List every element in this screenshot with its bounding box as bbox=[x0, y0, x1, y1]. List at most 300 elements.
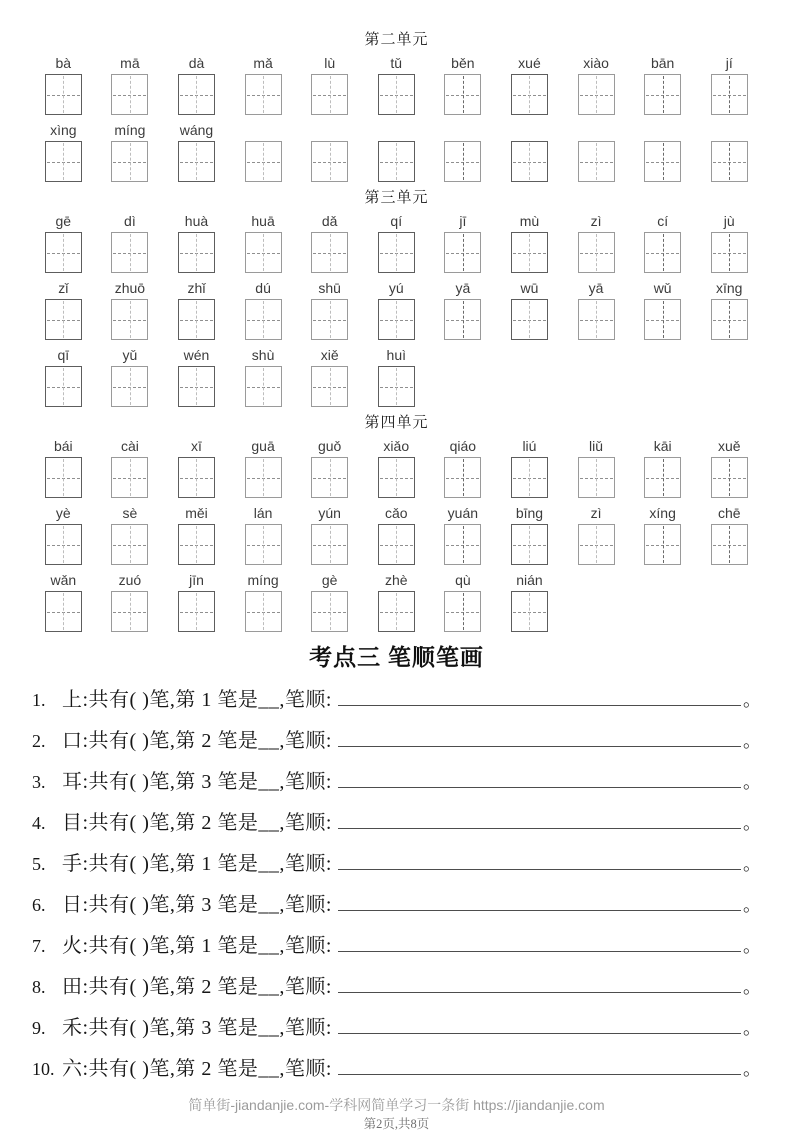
section-heading: 考点三 笔顺笔画 bbox=[309, 645, 484, 670]
question-period: 。 bbox=[743, 772, 761, 792]
writing-grid-box bbox=[511, 141, 548, 182]
grid-cell bbox=[30, 279, 97, 340]
question-text: 耳:共有( )笔,第 3 笔是__,笔顺: bbox=[62, 771, 332, 793]
pinyin-label: wǔ bbox=[653, 280, 672, 296]
stroke-question bbox=[32, 973, 761, 1000]
writing-grid-box bbox=[378, 74, 415, 115]
pinyin-label: sè bbox=[122, 505, 138, 521]
grid-cell bbox=[296, 121, 363, 182]
pinyin-label: mǎ bbox=[253, 55, 273, 71]
writing-grid-box bbox=[711, 524, 748, 565]
grid-cell bbox=[629, 212, 696, 273]
grid-cell bbox=[430, 54, 497, 115]
grid-row bbox=[30, 504, 763, 565]
grid-cell bbox=[97, 279, 164, 340]
grid-cell bbox=[296, 571, 363, 632]
grid-cell bbox=[30, 437, 97, 498]
grid-cell bbox=[496, 437, 563, 498]
question-number: 3. bbox=[32, 772, 46, 792]
question-period: 。 bbox=[743, 813, 761, 833]
pinyin-label: mā bbox=[120, 55, 140, 71]
answer-blank-line bbox=[338, 686, 741, 706]
grid-cell bbox=[163, 212, 230, 273]
writing-grid-box bbox=[111, 232, 148, 273]
pinyin-label: bà bbox=[55, 55, 72, 71]
question-text: 火:共有( )笔,第 1 笔是__,笔顺: bbox=[62, 935, 332, 957]
pinyin-label: dà bbox=[188, 55, 205, 71]
writing-grid-box bbox=[178, 524, 215, 565]
writing-grid-box bbox=[311, 524, 348, 565]
question-text: 口:共有( )笔,第 2 笔是__,笔顺: bbox=[62, 730, 332, 752]
writing-grid-box bbox=[711, 299, 748, 340]
question-text: 六:共有( )笔,第 2 笔是__,笔顺: bbox=[62, 1058, 332, 1080]
writing-grid-box bbox=[245, 366, 282, 407]
writing-grid-box bbox=[644, 457, 681, 498]
writing-grid-box bbox=[644, 524, 681, 565]
pinyin-label: měi bbox=[185, 505, 208, 521]
grid-cell bbox=[296, 504, 363, 565]
grid-cell bbox=[230, 504, 297, 565]
pinyin-label: dǎ bbox=[321, 213, 338, 229]
writing-grid-box bbox=[711, 232, 748, 273]
writing-grid-box bbox=[311, 457, 348, 498]
writing-grid-box bbox=[444, 74, 481, 115]
grid-cell bbox=[363, 437, 430, 498]
grid-cell bbox=[696, 121, 763, 182]
question-number: 1. bbox=[32, 690, 46, 710]
question-number: 10. bbox=[32, 1059, 55, 1079]
writing-grid-box bbox=[378, 141, 415, 182]
question-number: 2. bbox=[32, 731, 46, 751]
pinyin-label: zhè bbox=[384, 572, 408, 588]
grid-cell bbox=[496, 571, 563, 632]
unit-rows bbox=[30, 54, 763, 182]
grid-cell bbox=[230, 346, 297, 407]
unit-rows bbox=[30, 437, 763, 632]
unit-rows bbox=[30, 212, 763, 407]
pinyin-label: xíng bbox=[649, 505, 676, 521]
pinyin-label: nián bbox=[516, 572, 543, 588]
writing-grid-box bbox=[111, 457, 148, 498]
writing-grid-box bbox=[245, 524, 282, 565]
writing-grid-box bbox=[578, 524, 615, 565]
writing-grid-box bbox=[511, 299, 548, 340]
stroke-question bbox=[32, 686, 761, 713]
writing-grid-box bbox=[578, 457, 615, 498]
pinyin-label: chē bbox=[717, 505, 741, 521]
pinyin-label: yè bbox=[55, 505, 71, 521]
page-footer bbox=[30, 1096, 763, 1143]
pinyin-label: yǔ bbox=[122, 347, 138, 363]
pinyin-label: xìng bbox=[50, 122, 77, 138]
pinyin-label: kāi bbox=[653, 438, 672, 454]
grid-cell bbox=[163, 571, 230, 632]
grid-cell bbox=[563, 54, 630, 115]
grid-cell bbox=[97, 121, 164, 182]
answer-blank-line bbox=[338, 1014, 741, 1034]
question-text: 田:共有( )笔,第 2 笔是__,笔顺: bbox=[62, 976, 332, 998]
pinyin-label: guā bbox=[251, 438, 275, 454]
grid-cell bbox=[629, 279, 696, 340]
unit-section bbox=[30, 30, 763, 182]
grid-row bbox=[30, 571, 763, 632]
grid-cell bbox=[696, 212, 763, 273]
grid-cell bbox=[629, 437, 696, 498]
pinyin-label: lù bbox=[324, 55, 336, 71]
writing-grid-box bbox=[378, 457, 415, 498]
writing-grid-box bbox=[578, 299, 615, 340]
pinyin-label: huì bbox=[386, 347, 406, 363]
pinyin-label: wáng bbox=[179, 122, 214, 138]
pinyin-label: bái bbox=[53, 438, 73, 454]
writing-grid-box bbox=[311, 232, 348, 273]
unit-section bbox=[30, 413, 763, 632]
pinyin-label: xī bbox=[191, 438, 202, 454]
stroke-question bbox=[32, 768, 761, 795]
pinyin-label: dì bbox=[124, 213, 136, 229]
writing-grid-box bbox=[578, 232, 615, 273]
grid-row bbox=[30, 212, 763, 273]
writing-grid-box bbox=[444, 457, 481, 498]
question-number: 6. bbox=[32, 895, 46, 915]
pinyin-label: gè bbox=[321, 572, 338, 588]
grid-cell bbox=[163, 346, 230, 407]
pinyin-label: xiǎo bbox=[383, 438, 410, 454]
writing-grid-box bbox=[644, 74, 681, 115]
question-period: 。 bbox=[743, 731, 761, 751]
pinyin-label: yā bbox=[588, 280, 604, 296]
writing-grid-box bbox=[45, 366, 82, 407]
writing-grid-box bbox=[511, 74, 548, 115]
stroke-question bbox=[32, 809, 761, 836]
answer-blank-line bbox=[338, 932, 741, 952]
grid-cell bbox=[230, 54, 297, 115]
grid-cell bbox=[496, 504, 563, 565]
grid-cell bbox=[696, 437, 763, 498]
grid-cell bbox=[363, 212, 430, 273]
writing-grid-box bbox=[45, 232, 82, 273]
writing-grid-box bbox=[444, 299, 481, 340]
question-number: 8. bbox=[32, 977, 46, 997]
pinyin-label: míng bbox=[247, 572, 279, 588]
pinyin-label: huà bbox=[184, 213, 209, 229]
stroke-question bbox=[32, 932, 761, 959]
pinyin-label: wū bbox=[520, 280, 539, 296]
writing-grid-box bbox=[311, 74, 348, 115]
pinyin-label: qù bbox=[455, 572, 471, 588]
grid-row bbox=[30, 279, 763, 340]
grid-cell bbox=[296, 437, 363, 498]
writing-grid-box bbox=[178, 591, 215, 632]
grid-cell bbox=[30, 121, 97, 182]
grid-cell bbox=[97, 571, 164, 632]
grid-cell bbox=[163, 279, 230, 340]
question-number: 7. bbox=[32, 936, 46, 956]
pinyin-label: yā bbox=[455, 280, 471, 296]
grid-cell bbox=[430, 212, 497, 273]
pinyin-label: guǒ bbox=[317, 438, 342, 454]
unit-title: 第三单元 bbox=[364, 189, 429, 206]
stroke-question bbox=[32, 891, 761, 918]
pinyin-label: dú bbox=[255, 280, 271, 296]
grid-row bbox=[30, 346, 763, 407]
writing-grid-box bbox=[444, 524, 481, 565]
pinyin-label: qí bbox=[390, 213, 403, 229]
pinyin-label: lán bbox=[253, 505, 273, 521]
grid-cell bbox=[363, 279, 430, 340]
grid-cell bbox=[97, 212, 164, 273]
stroke-question bbox=[32, 850, 761, 877]
pinyin-label: zhuō bbox=[114, 280, 146, 296]
writing-grid-box bbox=[444, 141, 481, 182]
pinyin-label: zǐ bbox=[58, 280, 69, 296]
pinyin-label: xīng bbox=[716, 280, 743, 296]
grid-cell bbox=[430, 437, 497, 498]
pinyin-label: zì bbox=[590, 213, 602, 229]
grid-cell bbox=[97, 437, 164, 498]
writing-grid-box bbox=[511, 591, 548, 632]
writing-grid-box bbox=[245, 232, 282, 273]
grid-cell bbox=[363, 346, 430, 407]
grid-cell bbox=[163, 121, 230, 182]
pinyin-label: cǎo bbox=[384, 505, 408, 521]
grid-cell bbox=[163, 54, 230, 115]
question-text: 手:共有( )笔,第 1 笔是__,笔顺: bbox=[62, 853, 332, 875]
writing-grid-box bbox=[45, 299, 82, 340]
writing-grid-box bbox=[578, 141, 615, 182]
pinyin-label: yuán bbox=[447, 505, 479, 521]
writing-grid-box bbox=[378, 299, 415, 340]
writing-grid-box bbox=[45, 457, 82, 498]
grid-cell bbox=[696, 54, 763, 115]
grid-cell bbox=[496, 279, 563, 340]
grid-cell bbox=[430, 121, 497, 182]
question-period: 。 bbox=[743, 936, 761, 956]
writing-grid-box bbox=[644, 232, 681, 273]
writing-grid-box bbox=[644, 141, 681, 182]
writing-grid-box bbox=[378, 366, 415, 407]
unit-title: 第二单元 bbox=[364, 31, 429, 48]
grid-cell bbox=[363, 504, 430, 565]
writing-grid-box bbox=[111, 141, 148, 182]
grid-cell bbox=[97, 54, 164, 115]
pinyin-label: jī bbox=[459, 213, 467, 229]
pinyin-label: bān bbox=[650, 55, 675, 71]
answer-blank-line bbox=[338, 809, 741, 829]
question-list bbox=[30, 686, 763, 1096]
pinyin-label: běn bbox=[451, 55, 475, 71]
grid-cell bbox=[230, 212, 297, 273]
writing-grid-box bbox=[111, 524, 148, 565]
writing-grid-box bbox=[245, 74, 282, 115]
pinyin-label: zhǐ bbox=[187, 280, 206, 296]
grid-cell bbox=[296, 279, 363, 340]
grid-row bbox=[30, 121, 763, 182]
writing-grid-box bbox=[311, 591, 348, 632]
pinyin-label: liǔ bbox=[589, 438, 604, 454]
pinyin-label: jí bbox=[725, 55, 733, 71]
grid-cell bbox=[230, 279, 297, 340]
question-period: 。 bbox=[743, 1018, 761, 1038]
grid-cell bbox=[97, 504, 164, 565]
grid-cell bbox=[430, 504, 497, 565]
pinyin-label: yún bbox=[318, 505, 341, 521]
grid-cell bbox=[30, 54, 97, 115]
writing-grid-box bbox=[245, 457, 282, 498]
writing-grid-box bbox=[245, 141, 282, 182]
grid-cell bbox=[363, 121, 430, 182]
grid-row bbox=[30, 437, 763, 498]
grid-cell bbox=[563, 437, 630, 498]
writing-grid-box bbox=[311, 141, 348, 182]
writing-grid-box bbox=[378, 591, 415, 632]
writing-grid-box bbox=[578, 74, 615, 115]
writing-grid-box bbox=[178, 457, 215, 498]
answer-blank-line bbox=[338, 850, 741, 870]
writing-grid-box bbox=[45, 524, 82, 565]
answer-blank-line bbox=[338, 1055, 741, 1075]
grid-cell bbox=[30, 504, 97, 565]
stroke-question bbox=[32, 1055, 761, 1082]
writing-grid-box bbox=[111, 74, 148, 115]
grid-cell bbox=[629, 121, 696, 182]
pinyin-label: jù bbox=[723, 213, 735, 229]
grid-cell bbox=[296, 54, 363, 115]
grid-cell bbox=[696, 504, 763, 565]
grid-cell bbox=[163, 437, 230, 498]
writing-grid-box bbox=[711, 74, 748, 115]
question-period: 。 bbox=[743, 977, 761, 997]
answer-blank-line bbox=[338, 891, 741, 911]
writing-grid-box bbox=[178, 141, 215, 182]
answer-blank-line bbox=[338, 727, 741, 747]
writing-grid-box bbox=[111, 591, 148, 632]
pinyin-label: shū bbox=[318, 280, 341, 296]
grid-cell bbox=[696, 279, 763, 340]
pinyin-label: qī bbox=[57, 347, 70, 363]
unit-section bbox=[30, 188, 763, 407]
pinyin-label: tǔ bbox=[390, 55, 403, 71]
pinyin-label: jīn bbox=[189, 572, 204, 588]
pinyin-label: cài bbox=[120, 438, 139, 454]
grid-cell bbox=[363, 54, 430, 115]
writing-grid-box bbox=[511, 232, 548, 273]
writing-grid-box bbox=[311, 299, 348, 340]
pinyin-label: xué bbox=[518, 55, 541, 71]
grid-cell bbox=[496, 54, 563, 115]
question-text: 日:共有( )笔,第 3 笔是__,笔顺: bbox=[62, 894, 332, 916]
grid-cell bbox=[163, 504, 230, 565]
pinyin-label: xiào bbox=[583, 55, 609, 71]
pinyin-label: xuě bbox=[717, 438, 741, 454]
writing-grid-box bbox=[444, 232, 481, 273]
question-period: 。 bbox=[743, 1059, 761, 1079]
pinyin-units bbox=[30, 30, 763, 638]
grid-cell bbox=[496, 121, 563, 182]
unit-title: 第四单元 bbox=[364, 414, 429, 431]
grid-cell bbox=[629, 54, 696, 115]
writing-grid-box bbox=[311, 366, 348, 407]
writing-grid-box bbox=[378, 232, 415, 273]
writing-grid-box bbox=[511, 524, 548, 565]
pinyin-label: cí bbox=[657, 213, 669, 229]
grid-cell bbox=[230, 437, 297, 498]
grid-cell bbox=[430, 571, 497, 632]
stroke-question bbox=[32, 727, 761, 754]
stroke-question bbox=[32, 1014, 761, 1041]
grid-cell bbox=[629, 504, 696, 565]
pinyin-label: huā bbox=[251, 213, 275, 229]
grid-cell bbox=[97, 346, 164, 407]
writing-grid-box bbox=[245, 591, 282, 632]
footer-page-number: 第2页,共8页 bbox=[363, 1117, 430, 1131]
writing-grid-box bbox=[45, 591, 82, 632]
writing-grid-box bbox=[178, 232, 215, 273]
question-period: 。 bbox=[743, 854, 761, 874]
question-text: 上:共有( )笔,第 1 笔是__,笔顺: bbox=[62, 689, 332, 711]
pinyin-label: míng bbox=[114, 122, 146, 138]
writing-grid-box bbox=[444, 591, 481, 632]
pinyin-label: zì bbox=[590, 505, 602, 521]
pinyin-label: zuó bbox=[118, 572, 142, 588]
writing-grid-box bbox=[178, 299, 215, 340]
answer-blank-line bbox=[338, 768, 741, 788]
grid-cell bbox=[30, 212, 97, 273]
question-text: 目:共有( )笔,第 2 笔是__,笔顺: bbox=[62, 812, 332, 834]
grid-cell bbox=[230, 571, 297, 632]
footer-site-text: 简单街-jiandanjie.com-学科网简单学习一条街 https://jiandanjie.com bbox=[188, 1097, 605, 1113]
writing-grid-box bbox=[378, 524, 415, 565]
writing-grid-box bbox=[45, 74, 82, 115]
question-period: 。 bbox=[743, 895, 761, 915]
grid-cell bbox=[363, 571, 430, 632]
grid-cell bbox=[430, 279, 497, 340]
grid-cell bbox=[563, 279, 630, 340]
pinyin-label: xiě bbox=[320, 347, 339, 363]
grid-cell bbox=[30, 571, 97, 632]
writing-grid-box bbox=[711, 141, 748, 182]
grid-cell bbox=[30, 346, 97, 407]
pinyin-label: qiáo bbox=[449, 438, 477, 454]
writing-grid-box bbox=[178, 366, 215, 407]
question-number: 5. bbox=[32, 854, 46, 874]
question-number: 9. bbox=[32, 1018, 46, 1038]
grid-cell bbox=[296, 346, 363, 407]
grid-cell bbox=[563, 212, 630, 273]
question-period: 。 bbox=[743, 690, 761, 710]
grid-cell bbox=[496, 212, 563, 273]
question-text: 禾:共有( )笔,第 3 笔是__,笔顺: bbox=[62, 1017, 332, 1039]
writing-grid-box bbox=[178, 74, 215, 115]
answer-blank-line bbox=[338, 973, 741, 993]
pinyin-label: liú bbox=[522, 438, 537, 454]
pinyin-label: shù bbox=[251, 347, 275, 363]
pinyin-label: yú bbox=[388, 280, 404, 296]
writing-grid-box bbox=[711, 457, 748, 498]
writing-grid-box bbox=[245, 299, 282, 340]
writing-grid-box bbox=[511, 457, 548, 498]
grid-cell bbox=[296, 212, 363, 273]
grid-row bbox=[30, 54, 763, 115]
grid-cell bbox=[563, 121, 630, 182]
pinyin-label: gē bbox=[55, 213, 72, 229]
writing-grid-box bbox=[45, 141, 82, 182]
pinyin-label: bīng bbox=[515, 505, 544, 521]
writing-grid-box bbox=[111, 366, 148, 407]
grid-cell bbox=[563, 504, 630, 565]
writing-grid-box bbox=[111, 299, 148, 340]
writing-grid-box bbox=[644, 299, 681, 340]
